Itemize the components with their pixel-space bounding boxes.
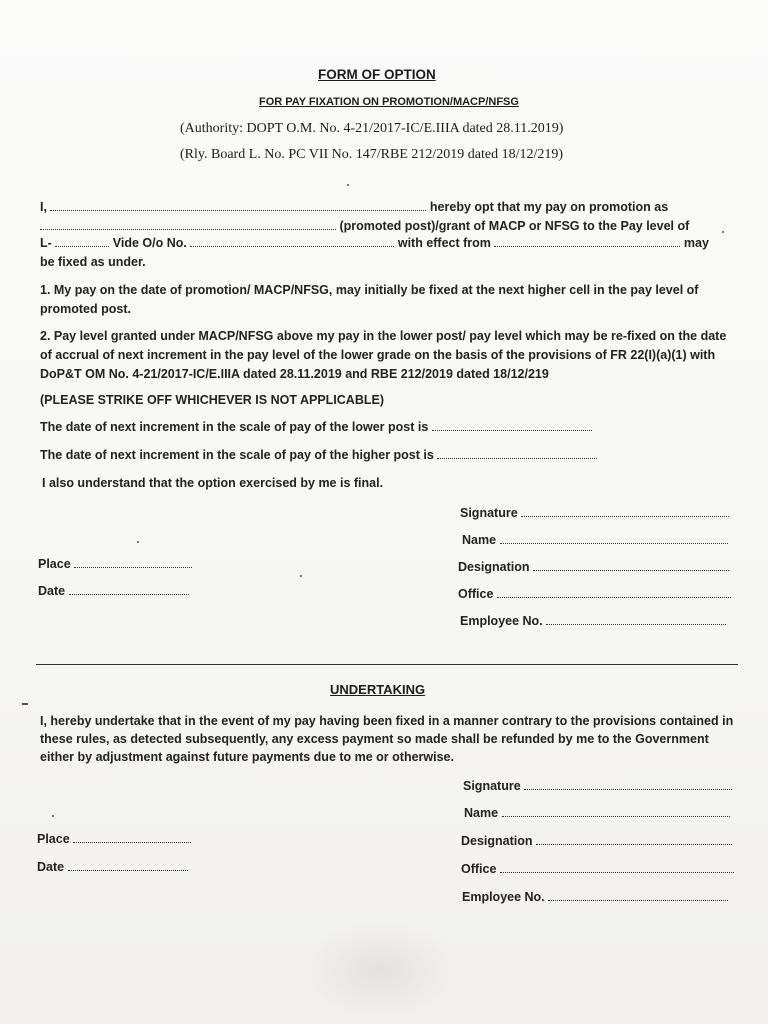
scan-speck bbox=[52, 815, 54, 817]
line1-suffix: hereby opt that my pay on promotion as bbox=[429, 200, 669, 214]
option-line-4: be fixed as under. bbox=[40, 255, 146, 269]
undertaking-title: UNDERTAKING bbox=[330, 682, 426, 697]
option-line-1 bbox=[40, 200, 668, 214]
scan-speck bbox=[137, 541, 139, 543]
scan-speck bbox=[300, 575, 302, 577]
ut-office-label: Office bbox=[461, 862, 497, 876]
date-blank[interactable] bbox=[69, 584, 189, 595]
ut-signature-blank[interactable] bbox=[524, 779, 732, 790]
employee-no-label: Employee No. bbox=[460, 614, 543, 628]
name-label: Name bbox=[462, 533, 497, 547]
ut-place-label: Place bbox=[37, 832, 70, 846]
undertaking-office-row bbox=[461, 862, 734, 876]
form-signature-row bbox=[460, 506, 729, 520]
undertaking-signature-row bbox=[463, 779, 732, 793]
ut-signature-label: Signature bbox=[463, 779, 521, 793]
scan-speck bbox=[722, 231, 724, 233]
undertaking-place-row bbox=[37, 832, 191, 846]
ut-date-label: Date bbox=[37, 860, 65, 874]
form-date-row bbox=[38, 584, 189, 598]
point-1: 1. My pay on the date of promotion/ MACP/NFSG, may initially be fixed at the next higher cell in the pay level of promoted post. bbox=[40, 283, 699, 316]
line1-prefix: I, bbox=[40, 200, 47, 214]
signature-blank[interactable] bbox=[521, 506, 729, 517]
ut-name-blank[interactable] bbox=[502, 806, 730, 817]
line3-prefix: L- bbox=[40, 236, 52, 250]
place-label: Place bbox=[38, 557, 71, 571]
designation-label: Designation bbox=[458, 560, 530, 574]
strike-note: (PLEASE STRIKE OFF WHICHEVER IS NOT APPLICABLE) bbox=[40, 393, 384, 407]
promoted-post-blank[interactable] bbox=[40, 219, 336, 230]
lower-post-label: The date of next increment in the scale of pay of the lower post is bbox=[40, 420, 429, 434]
form-office-row bbox=[458, 587, 731, 601]
undertaking-designation-row bbox=[461, 834, 732, 848]
form-subtitle: FOR PAY FIXATION ON PROMOTION/MACP/NFSG bbox=[259, 96, 519, 108]
employee-no-blank[interactable] bbox=[546, 614, 726, 625]
rly-board-line: (Rly. Board L. No. PC VII No. 147/RBE 212/2019 dated 18/12/219) bbox=[180, 147, 564, 162]
lower-post-date-blank[interactable] bbox=[432, 420, 592, 431]
scan-speck bbox=[347, 184, 349, 186]
line2-suffix: (promoted post)/grant of MACP or NFSG to the Pay level of bbox=[339, 219, 690, 233]
form-employee-row bbox=[460, 614, 726, 628]
place-blank[interactable] bbox=[74, 557, 192, 568]
line3-may: may bbox=[683, 236, 709, 250]
ut-place-blank[interactable] bbox=[73, 832, 191, 843]
form-place-row bbox=[38, 557, 192, 571]
form-title: FORM OF OPTION bbox=[318, 67, 436, 82]
line3-effect: with effect from bbox=[397, 236, 491, 250]
form-name-row bbox=[462, 533, 728, 547]
office-label: Office bbox=[458, 587, 494, 601]
scan-smudge bbox=[300, 920, 460, 1020]
pay-level-blank[interactable] bbox=[55, 236, 109, 247]
date-label: Date bbox=[38, 584, 66, 598]
lower-post-line bbox=[40, 420, 592, 434]
higher-post-date-blank[interactable] bbox=[437, 448, 597, 459]
undertaking-employee-row bbox=[462, 890, 728, 904]
ut-office-blank[interactable] bbox=[500, 862, 734, 873]
undertaking-date-row bbox=[37, 860, 188, 874]
final-note: I also understand that the option exercised by me is final. bbox=[42, 476, 384, 490]
form-designation-row bbox=[458, 560, 729, 574]
name-blank[interactable] bbox=[50, 200, 426, 211]
authority-line: (Authority: DOPT O.M. No. 4-21/2017-IC/E.IIIA dated 28.11.2019) bbox=[180, 121, 564, 136]
designation-blank[interactable] bbox=[533, 560, 729, 571]
ut-name-label: Name bbox=[464, 806, 499, 820]
office-blank[interactable] bbox=[497, 587, 731, 598]
ut-date-blank[interactable] bbox=[68, 860, 188, 871]
order-no-blank[interactable] bbox=[190, 236, 394, 247]
undertaking-name-row bbox=[464, 806, 730, 820]
ut-designation-blank[interactable] bbox=[536, 834, 732, 845]
point-2: 2. Pay level granted under MACP/NFSG above my pay in the lower post/ pay level which may be re-fixed on the date of accrual of next increment in the pay level of the lower grade on the basis of the provisions of FR 22(I)(a)(1) with DoP&T OM No. 4-21/2017-IC/E.IIIA dated 28.11.2019 and RBE 212/2019 dated 18/12/219 bbox=[40, 329, 727, 381]
effect-date-blank[interactable] bbox=[494, 236, 680, 247]
scan-speck bbox=[22, 703, 28, 705]
option-line-3 bbox=[40, 236, 709, 250]
line3-vide: Vide O/o No. bbox=[112, 236, 187, 250]
name-field-blank[interactable] bbox=[500, 533, 728, 544]
signature-label: Signature bbox=[460, 506, 518, 520]
undertaking-text: I, hereby undertake that in the event of my pay having been fixed in a manner contrary to the provisions contained in these rules, as detected subsequently, any excess payment so made shall be refunded by me to the Government either by adjustment against future payments due to me or otherwise. bbox=[40, 714, 734, 764]
higher-post-label: The date of next increment in the scale of pay of the higher post is bbox=[40, 448, 434, 462]
option-line-2 bbox=[40, 219, 689, 233]
ut-designation-label: Designation bbox=[461, 834, 533, 848]
section-divider bbox=[36, 664, 738, 665]
ut-employee-no-label: Employee No. bbox=[462, 890, 545, 904]
higher-post-line bbox=[40, 448, 597, 462]
ut-employee-no-blank[interactable] bbox=[548, 890, 728, 901]
